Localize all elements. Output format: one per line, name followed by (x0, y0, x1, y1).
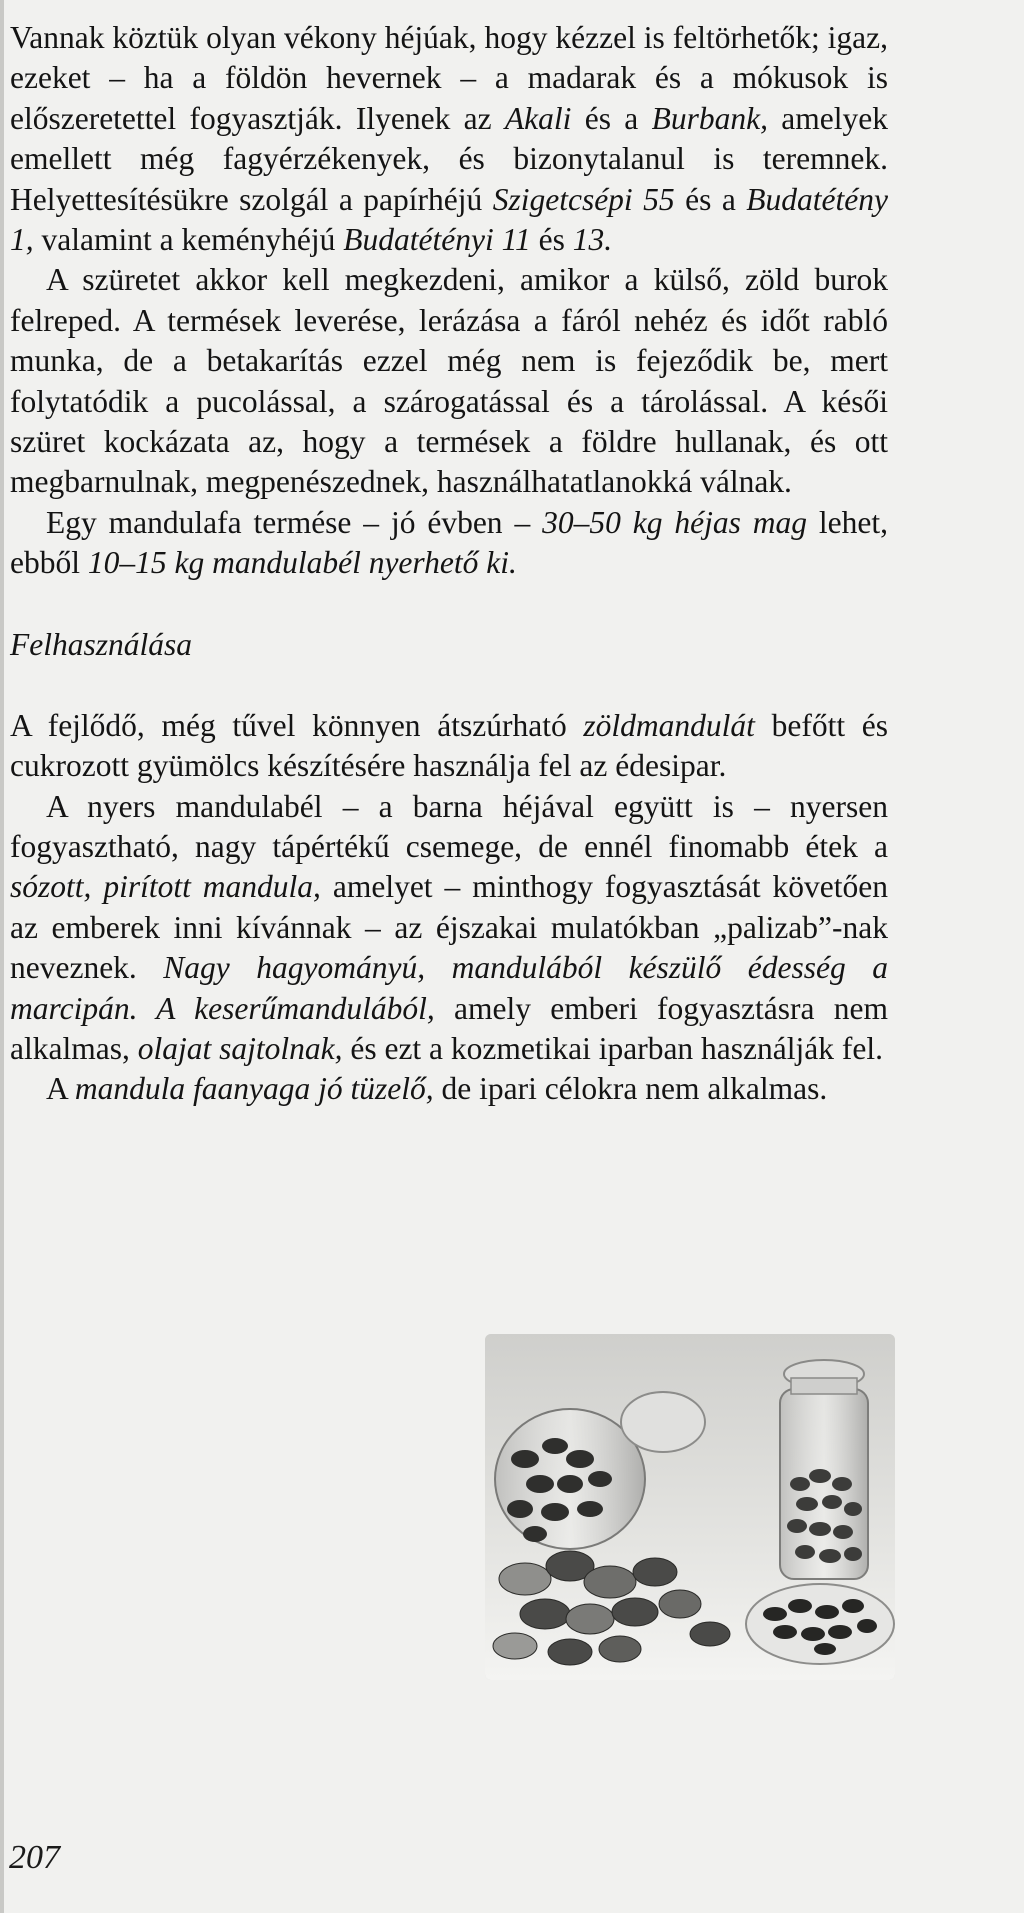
section-heading: Felhasználása (10, 626, 193, 662)
paragraph-varieties (10, 18, 888, 260)
text-run: és a (674, 181, 747, 217)
text-run: és a (571, 100, 652, 136)
text-run: A (46, 1071, 75, 1107)
paragraph-raw-kernel (10, 787, 888, 1070)
text-run: és ezt a kozmetikai iparban használják fel. (342, 1030, 883, 1066)
italic-run: 30–50 kg héjas mag (542, 504, 807, 540)
text-run: A fejlődő, még tűvel könnyen átszúrható (10, 707, 584, 743)
paragraph-wood (10, 1069, 888, 1109)
text-run: befőtt és cukrozott gyümölcs készítésére használja fel az édesipar. (10, 707, 888, 784)
italic-run: Szigetcsépi 55 (492, 181, 675, 217)
paragraph-green-almond (10, 706, 888, 787)
almonds-jars-illustration (485, 1334, 895, 1680)
italic-run: sózott, pirított mandula, (10, 869, 321, 905)
italic-run: 13. (572, 222, 613, 258)
italic-run: Budatétény 1, (10, 181, 888, 258)
italic-run: mandula faanyaga jó tüzelő, (74, 1071, 434, 1107)
italic-run: Akali (504, 100, 572, 136)
text-run: amelyet – minthogy fogyasztását követően az emberek inni kívánnak – az éjszakai mulatókban „palizab”-nak neveznek. (10, 869, 888, 986)
text-run: amelyek emellett még fagyérzékenyek, és bizonytalanul is teremnek. Helyettesítésükre szolgál a papírhéjú (10, 100, 888, 217)
page-number: 207 (9, 1839, 60, 1876)
text-run: Egy mandulafa termése – jó évben – (46, 504, 543, 540)
paragraph-yield (10, 503, 888, 584)
text-run: és (530, 222, 573, 258)
text-run: Vannak köztük olyan vékony héjúak, hogy kézzel is feltörhetők; igaz, ezeket – ha a földön hevernek – a madarak és a mókusok is előszeretettel fogyasztják. Ilyenek az (10, 20, 888, 136)
italic-run: Nagy hagyományú, mandulából készülő édesség a marcipán. A keserűmandulából, (10, 950, 888, 1026)
text-run: A szüretet akkor kell megkezdeni, amikor a külső, zöld burok felreped. A termések leverése, lerázása a fáról nehéz és időt rabló munka, de a betakarítás ezzel még nem is fejeződik be, mert folytatódik a pucolással, a szárogatással és a tárolással. A késői szüret kockázata az, hogy a termések a földre hullanak, és ott megbarnulnak, megpenészednek, használhatatlanokká válnak. (10, 262, 888, 500)
italic-run: olajat sajtolnak, (137, 1030, 343, 1066)
paragraph-harvest (10, 260, 888, 502)
italic-run: Burbank, (651, 100, 768, 136)
text-run: A nyers mandulabél – a barna héjával együtt is – nyersen fogyasztható, nagy tápértékű csemege, de ennél finomabb étek a (10, 788, 888, 864)
body-text (10, 18, 888, 1110)
text-run: lehet, ebből (10, 504, 888, 581)
page-edge-shadow (0, 0, 4, 1913)
italic-run: Budatétényi 11 (343, 222, 531, 258)
italic-run: zöldmandulát (583, 707, 755, 743)
text-run: de ipari célokra nem alkalmas. (433, 1071, 828, 1107)
almonds-photo (485, 1334, 895, 1680)
text-run: amely emberi fogyasztásra nem alkalmas, (10, 990, 888, 1066)
text-run: valamint a keményhéjú (33, 222, 344, 258)
italic-run: 10–15 kg mandulabél nyerhető ki. (87, 545, 517, 581)
